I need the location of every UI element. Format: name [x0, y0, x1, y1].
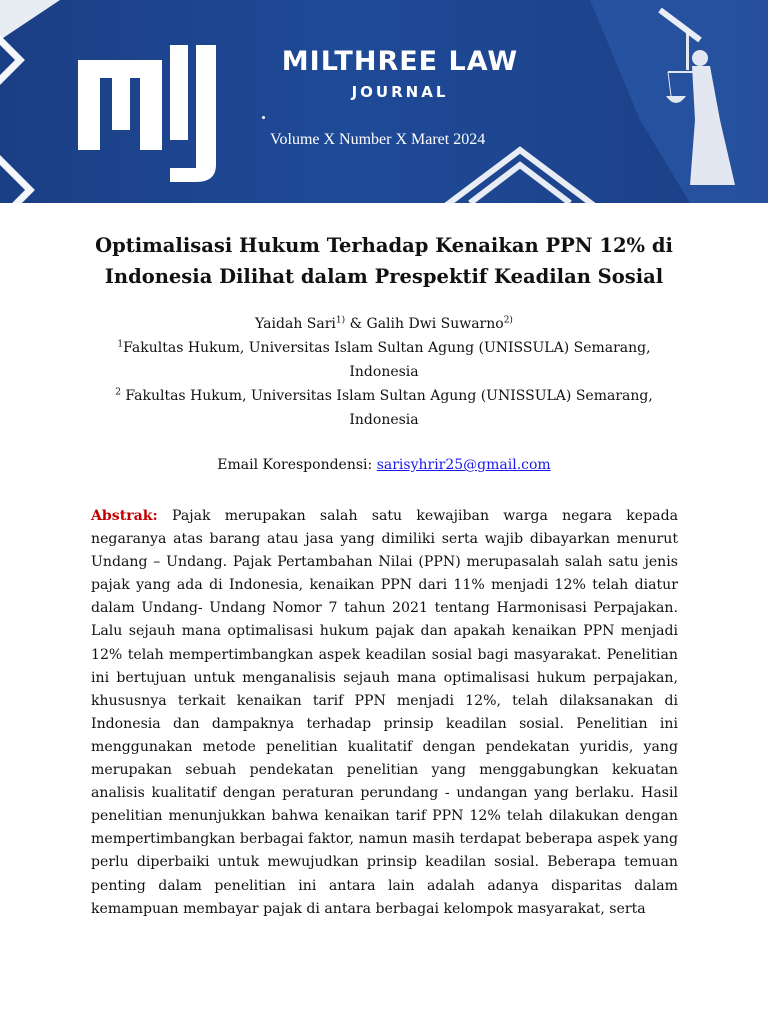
affiliation-1	[90, 336, 678, 384]
article-title: Optimalisasi Hukum Terhadap Kenaikan PPN 12% di Indonesia Dilihat dalam Prespektif Keadilan Sosial	[95, 234, 673, 288]
correspondence-email	[90, 457, 678, 473]
email-label: Email Korespondensi:	[217, 457, 377, 473]
author-superscript: 2)	[503, 315, 513, 326]
decorative-dot	[262, 116, 265, 119]
affiliation-superscript: 1	[117, 339, 124, 350]
affiliation-text: Fakultas Hukum, Universitas Islam Sultan Agung (UNISSULA) Semarang, Indonesia	[120, 388, 653, 428]
journal-header-banner	[0, 0, 768, 203]
affiliation-2	[90, 384, 678, 432]
abstract-label: Abstrak:	[91, 508, 158, 524]
banner-graphics	[0, 0, 768, 203]
affiliation-superscript: 2	[115, 387, 121, 398]
affiliation-text: Fakultas Hukum, Universitas Islam Sultan Agung (UNISSULA) Semarang, Indonesia	[123, 340, 651, 380]
author-separator: &	[345, 316, 367, 332]
author-line	[90, 312, 678, 336]
abstract-text: Pajak merupakan salah satu kewajiban warga negara kepada negaranya atas barang atau jasa yang dimiliki serta wajib dibayarkan menurut Undang – Undang. Pajak Pertambahan Nilai (PPN) merupasalah salah satu jenis pajak yang ada di Indonesia, kenaikan PPN dari 11% menjadi 12% telah diatur dalam Undang- Undang Nomor 7 tahun 2021 tentang Harmonisasi Perpajakan. Lalu sejauh mana optimalisasi hukum pajak dan apakah kenaikan PPN menjadi 12% telah mempertimbangkan aspek keadilan sosial bagi masyarakat. Penelitian ini bertujuan untuk menganalisis sejauh mana optimalisasi hukum perpajakan, khususnya terkait kenaikan tarif PPN menjadi 12%, telah dilaksanakan di Indonesia dan dampaknya terhadap prinsip keadilan sosial. Penelitian ini menggunakan metode penelitian kualitatif dengan pendekatan yuridis, yang merupakan sebuah pendekatan penelitian yang menggabungkan kekuatan analisis kualitatif dengan peraturan perundang - undangan yang berlaku. Hasil penelitian menunjukkan bahwa kenaikan tarif PPN 12% telah dilakukan dengan mempertimbangkan berbagai faktor, namun masih terdapat beberapa aspek yang perlu diperbaiki untuk mewujudkan prinsip keadilan sosial. Beberapa temuan penting dalam penelitian ini antara lain adalah adanya disparitas dalam kemampuan membayar pajak di antara berbagai kelompok masyarakat, serta	[91, 508, 678, 917]
journal-name: MILTHREE LAW	[281, 46, 519, 77]
email-link[interactable]: sarisyhrir25@gmail.com	[376, 457, 551, 473]
volume-info: Volume X Number X Maret 2024	[270, 131, 486, 148]
journal-logo	[78, 45, 216, 182]
journal-subtitle: JOURNAL	[351, 83, 449, 101]
author-name: Galih Dwi Suwarno	[366, 316, 504, 332]
author-superscript: 1)	[335, 315, 346, 326]
author-name: Yaidah Sari	[255, 316, 336, 332]
abstract	[91, 505, 678, 921]
